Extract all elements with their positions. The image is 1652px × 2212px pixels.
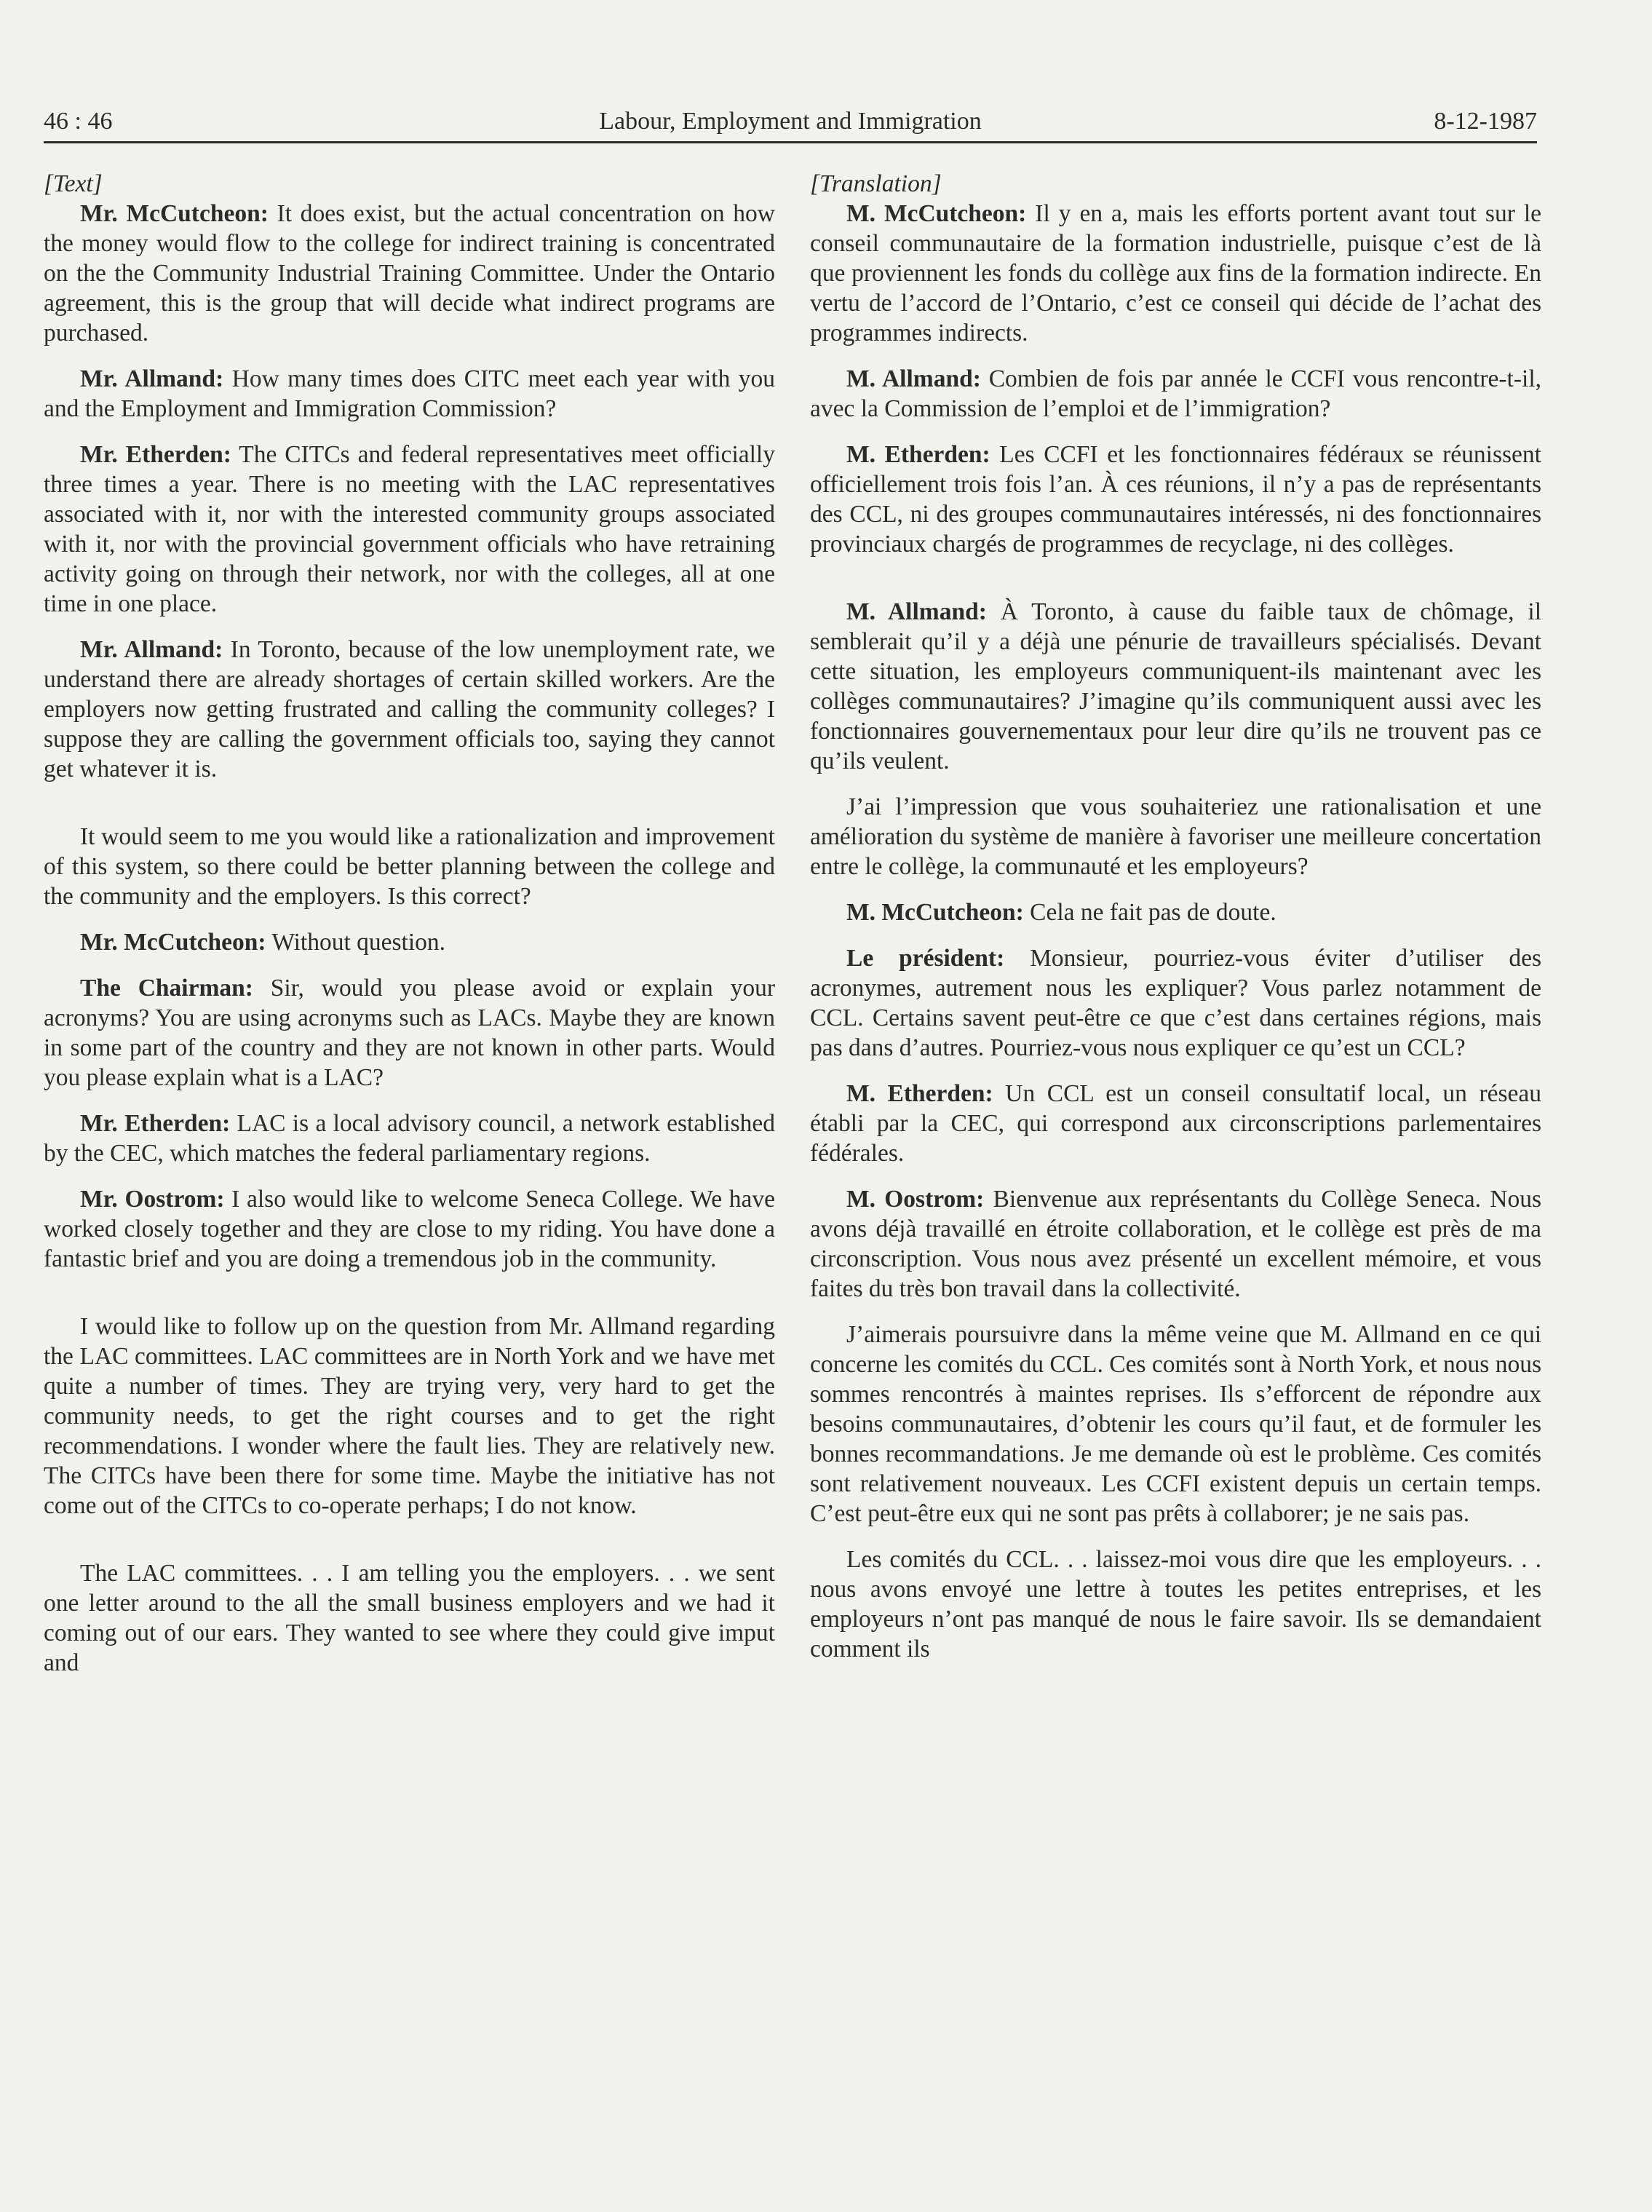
speech-text: LAC is a local advisory council, a network established by the CEC, which matches the federal parliamentary regions. xyxy=(44,1110,775,1167)
speaker-name: Mr. McCutcheon: xyxy=(80,200,269,227)
transcript-paragraph xyxy=(810,943,1541,1063)
speech-text: The LAC committees. . . I am telling you the employers. . . we sent one letter around to the all the small business employers and we had it coming out of our ears. They wanted to see where they could give imput and xyxy=(44,1560,775,1676)
speaker-name: M. McCutcheon: xyxy=(846,200,1027,227)
running-title: Labour, Employment and Immigration xyxy=(599,108,982,135)
english-column xyxy=(44,169,775,1694)
speech-text: I also would like to welcome Seneca College. We have worked closely together and they are close to my riding. You have done a fantastic brief and you are doing a tremendous job in the community. xyxy=(44,1186,775,1272)
transcript-paragraph xyxy=(44,635,775,784)
column-tag-translation: [Translation] xyxy=(810,170,942,197)
speaker-name: Mr. Allmand: xyxy=(80,365,224,392)
speaker-name: M. Etherden: xyxy=(846,1080,993,1107)
transcript-paragraph xyxy=(44,973,775,1093)
transcript-paragraph xyxy=(810,440,1541,559)
speech-text: I would like to follow up on the question from Mr. Allmand regarding the LAC committees. LAC committees are in North York and we have met quite a number of times. They are trying very, very hard to get the community needs, to get the right courses and to get the right recommendations. I wonder where the fault lies. They are relatively new. The CITCs have been there for some time. Maybe the initiative has not come out of the CITCs to co-operate perhaps; I do not know. xyxy=(44,1313,775,1519)
speaker-name: Mr. Etherden: xyxy=(80,441,231,468)
speech-text: Un CCL est un conseil consultatif local, un réseau établi par la CEC, qui correspond aux circonscriptions parlementaires fédérales. xyxy=(810,1080,1542,1167)
speech-text: Les CCFI et les fonctionnaires fédéraux se réunissent officiellement trois fois l’an. À ces réunions, il n’y a pas de représentants des CCL, ni des groupes communautaires intéressés, ni des fonctionnaires provinciaux chargés de programmes de recyclage, ni des collèges. xyxy=(810,441,1541,558)
speech-text: À Toronto, à cause du faible taux de chômage, il semblerait qu’il y a déjà une pénurie de travailleurs spécialisés. Devant cette situation, les employeurs communiquent-ils maintenant avec les collèges communautaires? J’imagine qu’ils communiquent aussi avec les fonctionnaires gouvernementaux pour leur dire qu’ils ne trouvent pas ce qu’ils veulent. xyxy=(810,598,1541,774)
speaker-name: M. Allmand: xyxy=(846,598,987,625)
speech-text: In Toronto, because of the low unemployment rate, we understand there are already shortages of certain skilled workers. Are the employers now getting frustrated and calling the community colleges? I suppose they are calling the government officials too, saying they cannot get whatever it is. xyxy=(44,636,775,782)
speech-text: Monsieur, pourriez-vous éviter d’utiliser des acronymes, autrement nous les expliquer? Vous parlez notamment de CCL. Certains savent peut-être ce que c’est dans certaines régions, mais pas dans d’autres. Pourriez-vous nous expliquer ce qu’est un CCL? xyxy=(810,945,1541,1061)
speaker-name: Mr. Etherden: xyxy=(80,1110,231,1137)
speaker-name: Mr. Allmand: xyxy=(80,636,223,663)
transcript-paragraph xyxy=(44,822,775,911)
transcript-paragraph xyxy=(810,1320,1541,1529)
transcript-paragraph xyxy=(810,1079,1541,1168)
speech-text: Without question. xyxy=(266,929,446,956)
speech-text: How many times does CITC meet each year with you and the Employment and Immigration Commission? xyxy=(44,365,776,422)
transcript-paragraph xyxy=(810,1545,1541,1664)
page-header xyxy=(44,102,1537,141)
transcript-paragraph xyxy=(810,792,1541,881)
speaker-name: Le président: xyxy=(846,945,1005,972)
transcript-paragraph xyxy=(810,364,1541,424)
header-rule xyxy=(44,141,1537,143)
speech-text: The CITCs and federal representatives meet officially three times a year. There is no meeting with the LAC representatives associated with it, nor with the interested community groups associated with it, nor with the provincial government officials who have retraining activity going on through their network, nor with the colleges, all at one time in one place. xyxy=(44,441,775,617)
speaker-name: M. Allmand: xyxy=(846,365,981,392)
transcript-paragraph xyxy=(44,364,775,424)
speaker-name: M. McCutcheon: xyxy=(846,899,1024,926)
transcript-paragraph xyxy=(810,199,1541,348)
speech-text: Cela ne fait pas de doute. xyxy=(1023,899,1276,926)
transcript-paragraph xyxy=(44,1312,775,1521)
transcript-paragraph xyxy=(44,1558,775,1678)
speaker-name: M. Etherden: xyxy=(846,441,990,468)
transcript-paragraph xyxy=(44,199,775,348)
column-tag-text: [Text] xyxy=(44,170,103,197)
transcript-paragraph xyxy=(810,897,1541,927)
french-column xyxy=(810,169,1541,1680)
speech-text: Il y en a, mais les efforts portent avant tout sur le conseil communautaire de la formation industrielle, puisque c’est de là que proviennent les fonds du collège aux fins de la formation indirecte. En vertu de l’accord de l’Ontario, c’est ce conseil qui décide de l’achat des programmes indirects. xyxy=(810,200,1541,346)
speech-text: It does exist, but the actual concentration on how the money would flow to the college for indirect training is concentrated on the the Community Industrial Training Committee. Under the Ontario agreement, this is the group that will decide what indirect programs are purchased. xyxy=(44,200,775,346)
speech-text: J’ai l’impression que vous souhaiteriez une rationalisation et une amélioration du système de manière à favoriser une meilleure concertation entre le collège, la communauté et les employeurs? xyxy=(810,793,1541,880)
transcript-paragraph xyxy=(810,597,1541,776)
speech-text: J’aimerais poursuivre dans la même veine que M. Allmand en ce qui concerne les comités du CCL. Ces comités sont à North York, et nous nous sommes rencontrés à maintes reprises. Ils s’efforcent de répondre aux besoins communautaires, d’obtenir les cours qu’il faut, et de formuler les bonnes recommandations. Je me demande où est le problème. Ces comités sont relativement nouveaux. Les CCFI existent depuis un certain temps. C’est peut-être eux qui ne sont pas prêts à collaborer; je ne sais pas. xyxy=(810,1321,1541,1527)
transcript-paragraph xyxy=(810,1184,1541,1304)
transcript-paragraph xyxy=(44,927,775,957)
transcript-paragraph xyxy=(44,440,775,619)
speaker-name: The Chairman: xyxy=(80,975,253,1002)
speech-text: It would seem to me you would like a rationalization and improvement of this system, so there could be better planning between the college and the community and the employers. Is this correct? xyxy=(44,823,775,910)
speaker-name: Mr. Oostrom: xyxy=(80,1186,225,1213)
transcript-paragraph xyxy=(44,1109,775,1168)
transcript-paragraph xyxy=(44,1184,775,1274)
speech-text: Les comités du CCL. . . laissez-moi vous dire que les employeurs. . . nous avons envoyé une lettre à toutes les petites entreprises, et les employeurs n’ont pas manqué de nous le faire savoir. Ils se demandaient comment ils xyxy=(810,1546,1541,1662)
speech-text: Bienvenue aux représentants du Collège Seneca. Nous avons déjà travaillé en étroite collaboration, et le collège est près de ma circonscription. Vous nous avez présenté un excellent mémoire, et vous faites du très bon travail dans la collectivité. xyxy=(810,1186,1541,1302)
speech-text: Combien de fois par année le CCFI vous rencontre-t-il, avec la Commission de l’emploi et de l’immigration? xyxy=(810,365,1541,422)
speaker-name: Mr. McCutcheon: xyxy=(80,929,266,956)
page-number: 46 : 46 xyxy=(44,108,113,135)
sitting-date: 8-12-1987 xyxy=(1434,108,1537,135)
speaker-name: M. Oostrom: xyxy=(846,1186,985,1213)
speech-text: Sir, would you please avoid or explain your acronyms? You are using acronyms such as LACs. Maybe they are known in some part of the country and they are not known in other parts. Would you please explain what is a LAC? xyxy=(44,975,775,1091)
